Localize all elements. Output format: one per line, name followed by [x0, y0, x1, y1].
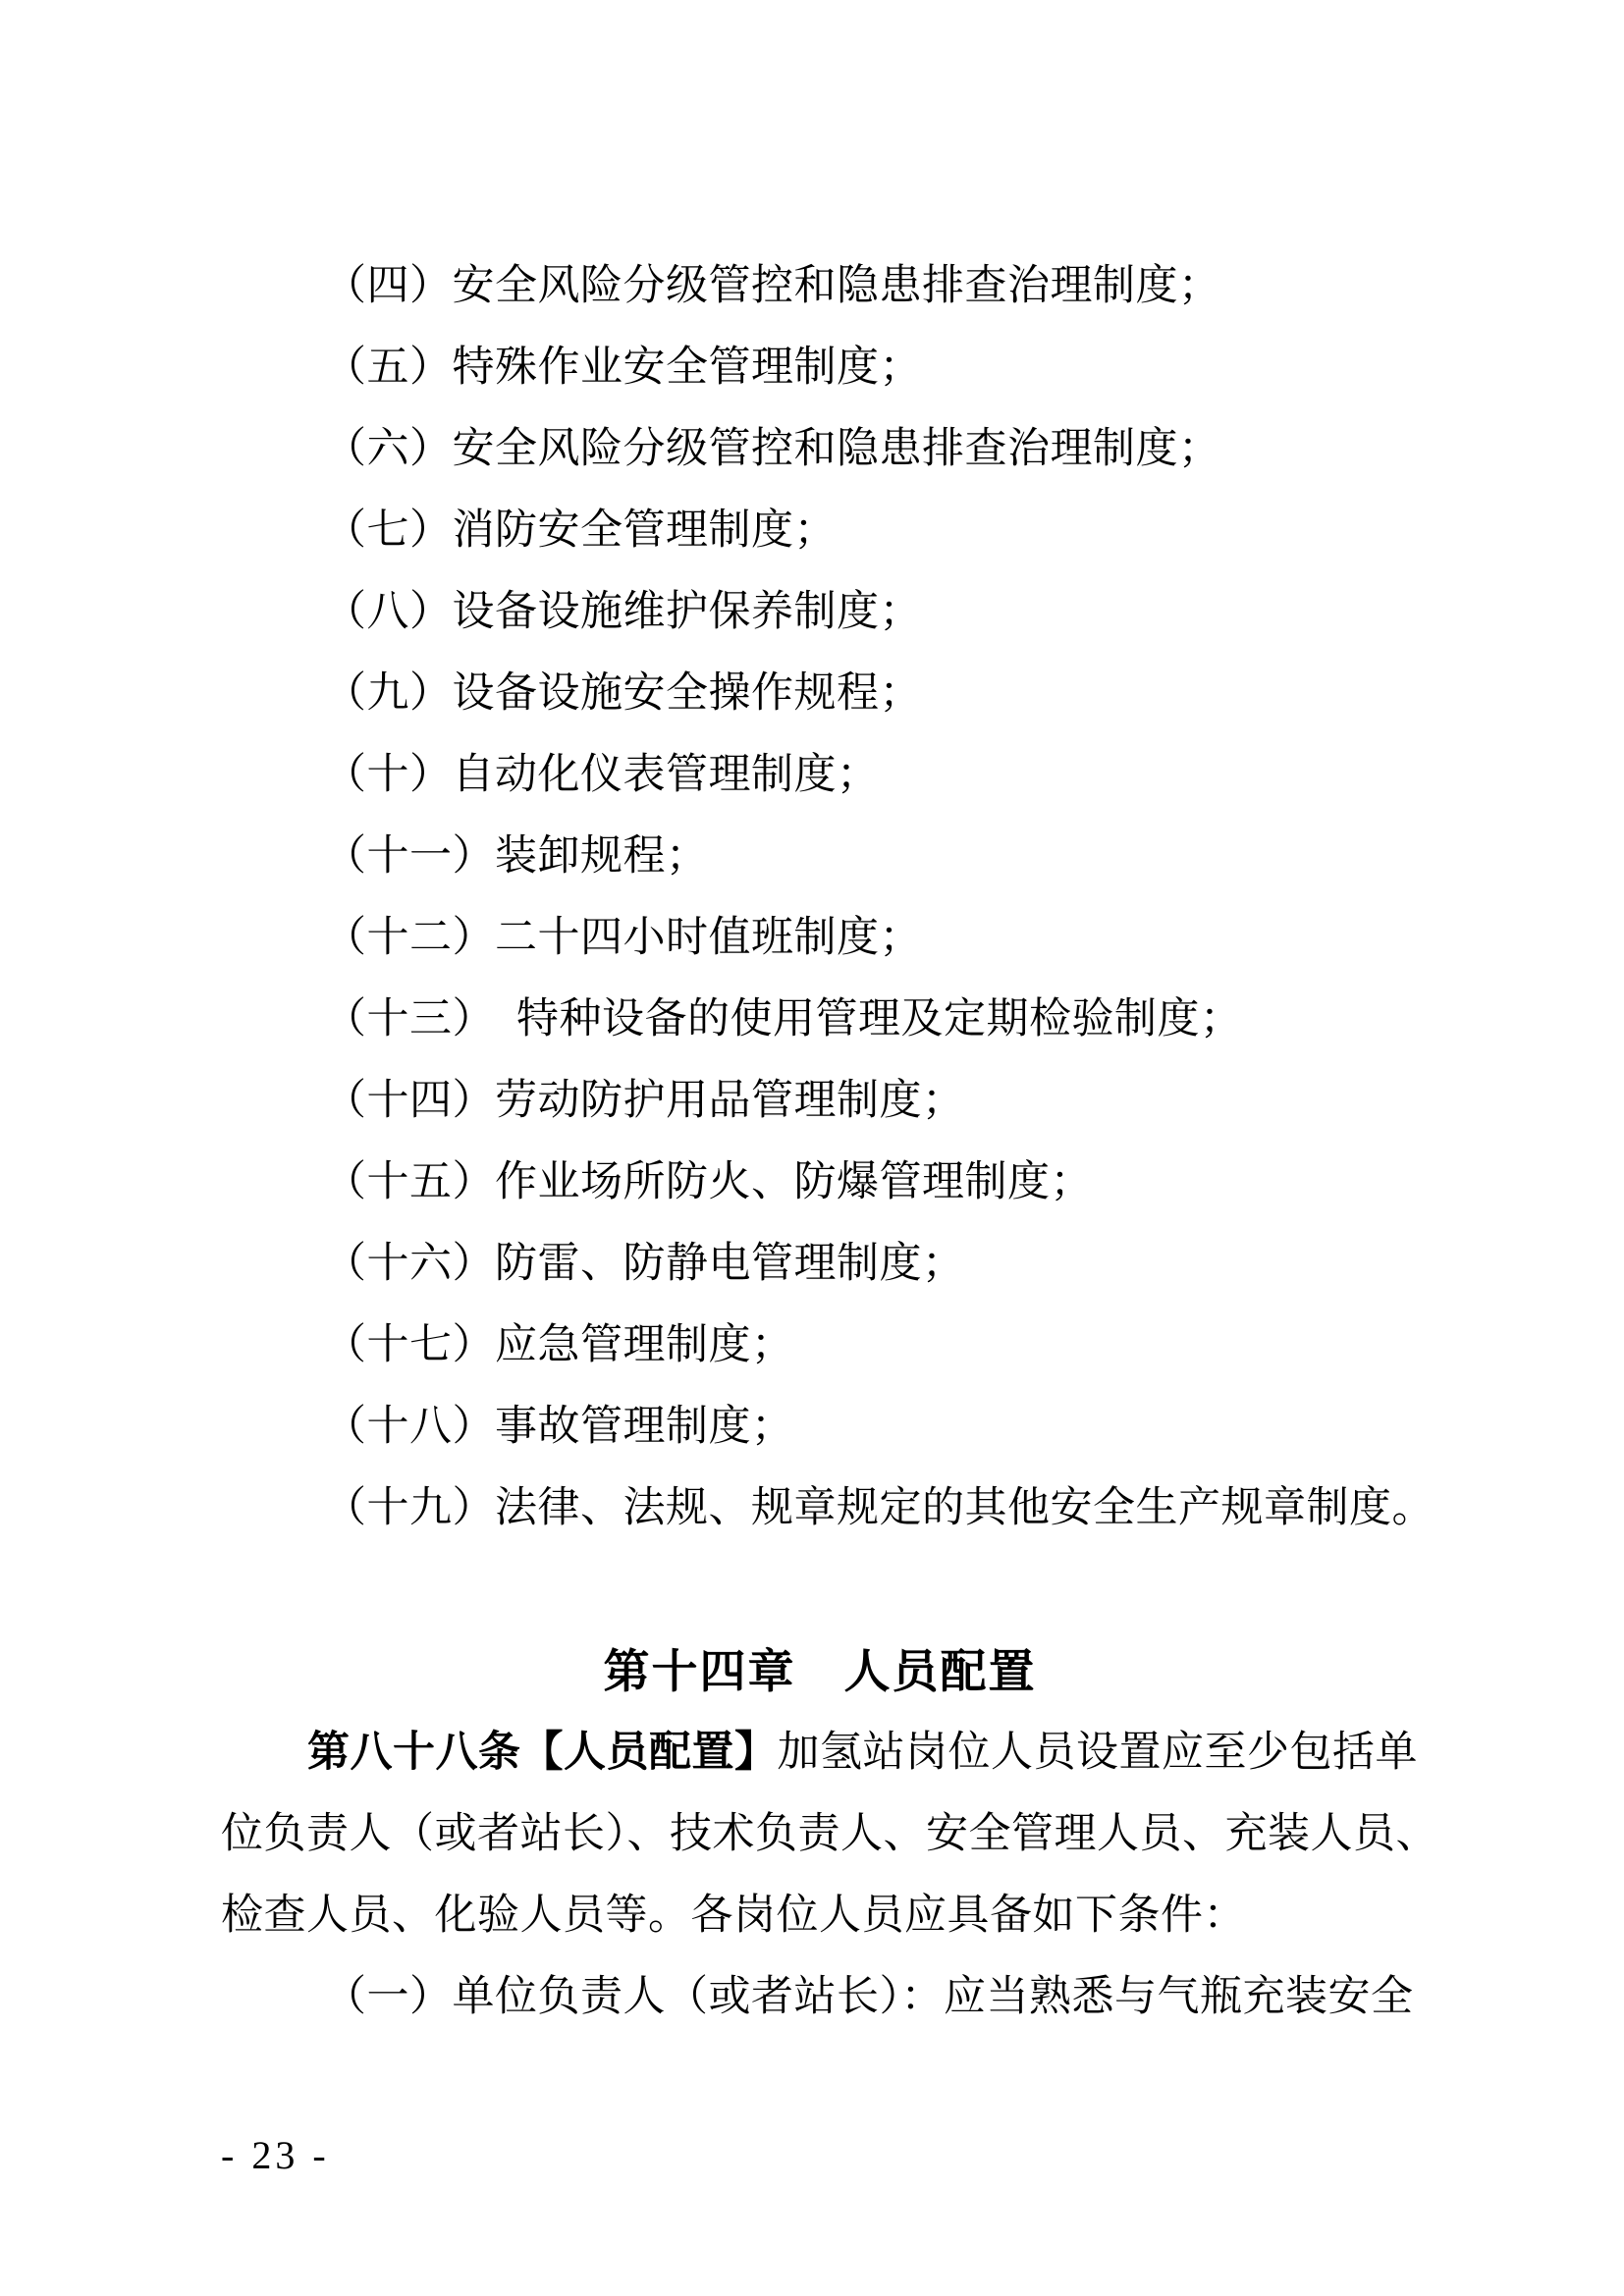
article-lead-bold: 第八十八条【人员配置】	[307, 1729, 778, 1776]
list-item: （十一）装卸规程；	[324, 833, 709, 880]
list-item: （十九）法律、法规、规章规定的其他安全生产规章制度。	[324, 1485, 1435, 1531]
list-item: （九）设备设施安全操作规程；	[324, 670, 922, 717]
regulation-list	[221, 245, 1435, 1549]
list-item: （十八）事故管理制度；	[324, 1404, 794, 1450]
article-sub-item: （一）单位负责人（或者站长）：应当熟悉与气瓶充装安全	[324, 1974, 1414, 2020]
list-item: （七）消防安全管理制度；	[324, 507, 837, 554]
list-item: （十六）防雷、防静电管理制度；	[324, 1241, 965, 1287]
list-item: （十五）作业场所防火、防爆管理制度；	[324, 1159, 1093, 1205]
list-item: （十三） 特种设备的使用管理及定期检验制度；	[324, 996, 1243, 1042]
page-number: - 23 -	[221, 2133, 330, 2177]
list-item: （十七）应急管理制度；	[324, 1322, 794, 1368]
article-line: 检查人员、化验人员等。各岗位人员应具备如下条件：	[221, 1893, 1246, 1939]
page-footer	[221, 2131, 1419, 2180]
list-item: （四）安全风险分级管控和隐患排查治理制度；	[324, 263, 1221, 309]
article-line	[221, 1712, 1419, 1793]
list-item: （十四）劳动防护用品管理制度；	[324, 1078, 965, 1124]
list-item: （十）自动化仪表管理制度；	[324, 752, 880, 798]
article-88	[221, 1712, 1438, 2038]
list-item: （六）安全风险分级管控和隐患排查治理制度；	[324, 426, 1221, 472]
list-item: （八）设备设施维护保养制度；	[324, 589, 922, 635]
article-line-text: 加氢站岗位人员设置应至少包括单	[777, 1730, 1418, 1776]
chapter-title: 第十四章 人员配置	[603, 1645, 1037, 1697]
list-item: （五）特殊作业安全管理制度；	[324, 345, 922, 391]
list-item: （十二）二十四小时值班制度；	[324, 915, 922, 961]
article-line: 位负责人（或者站长）、技术负责人、安全管理人员、充装人员、	[221, 1811, 1438, 1857]
